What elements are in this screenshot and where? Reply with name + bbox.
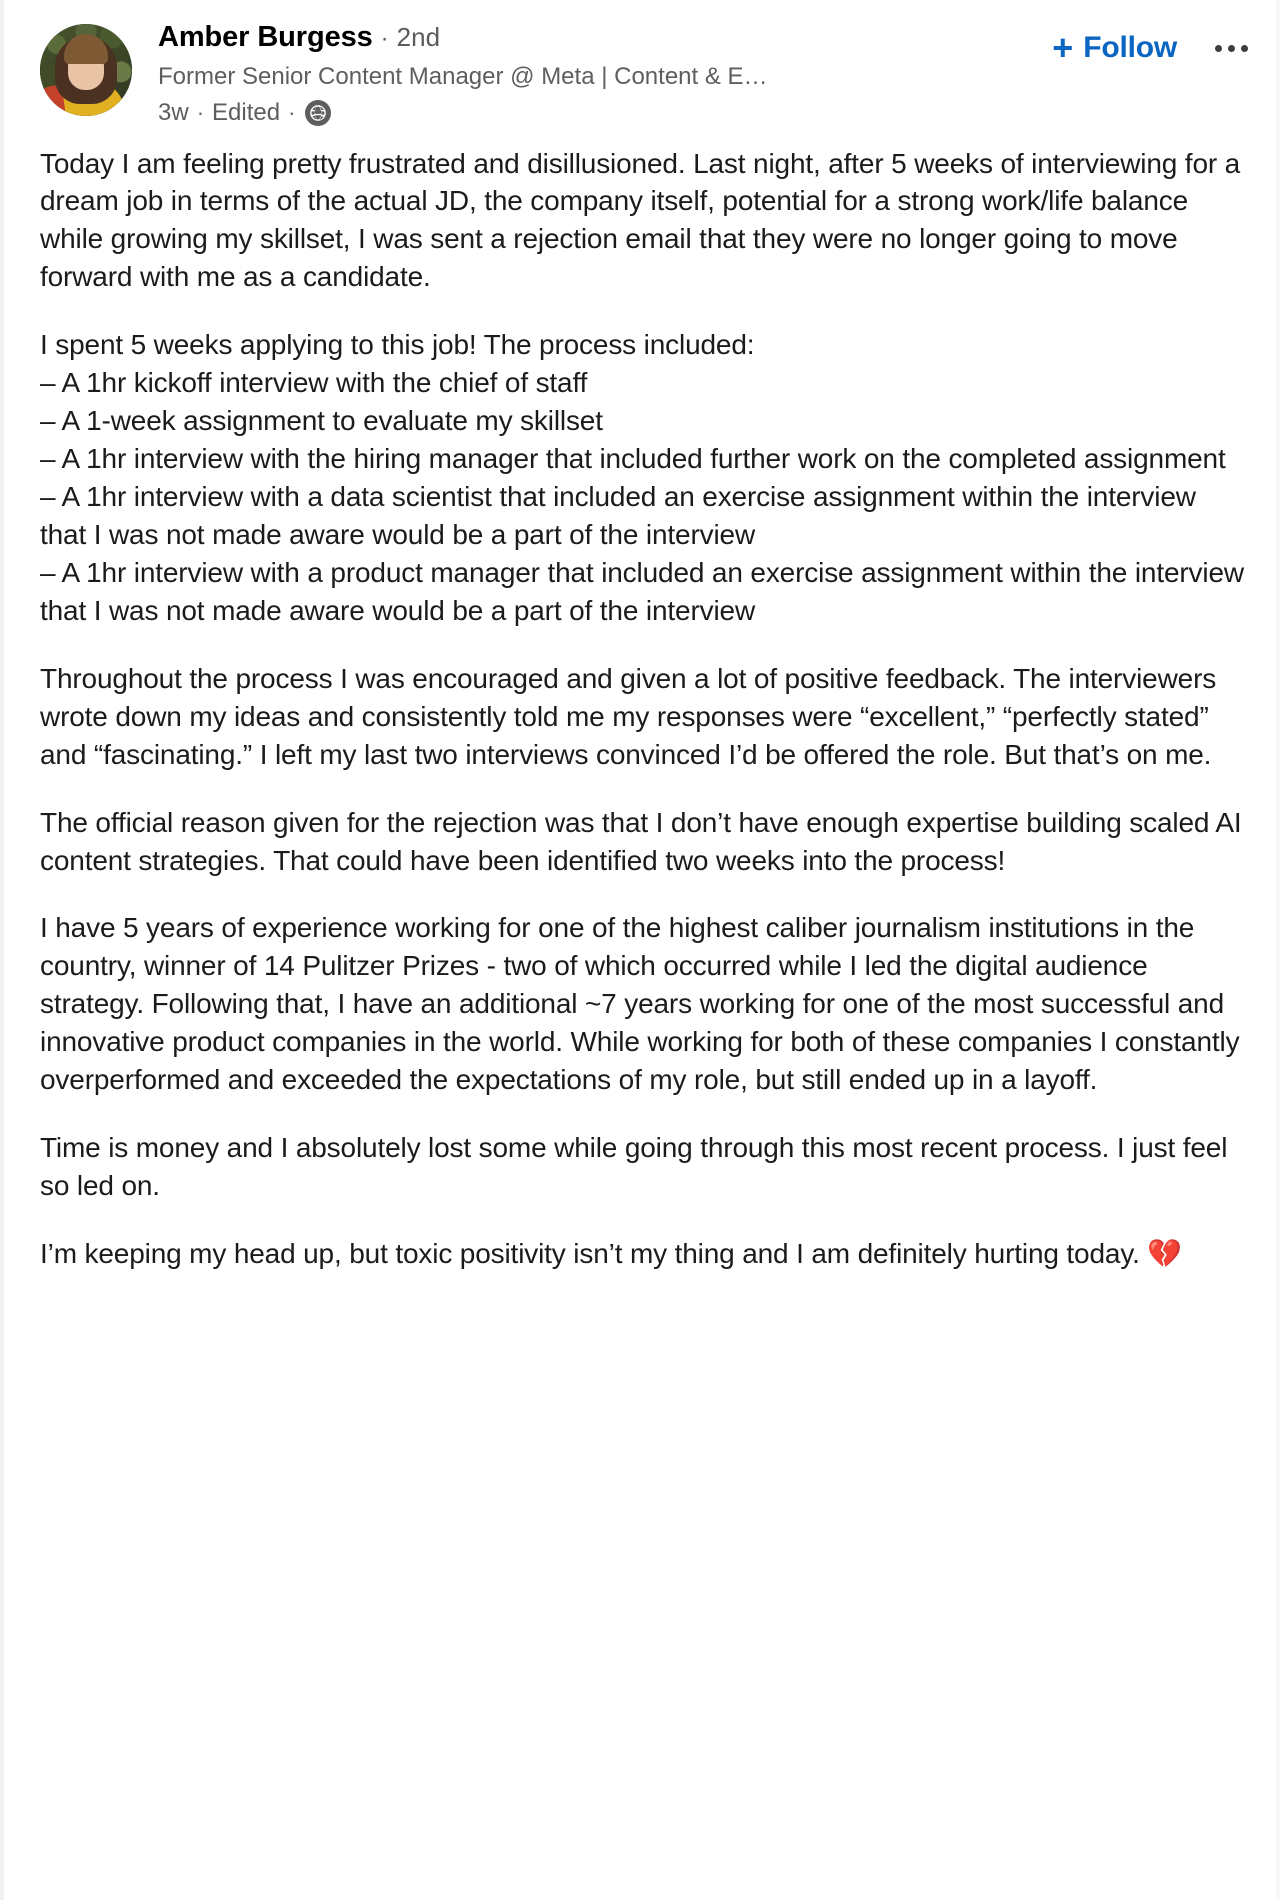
post-edited-label: Edited xyxy=(212,99,281,127)
post-header-actions xyxy=(1052,22,1250,66)
post-paragraph: I’m keeping my head up, but toxic positivity isn’t my thing and I am definitely hurting today. 💔 xyxy=(40,1238,1183,1270)
globe-icon xyxy=(305,100,331,126)
list-item: – A 1hr interview with a data scientist that included an exercise assignment within the interview that I was not made aware would be a part of the interview xyxy=(40,481,1196,550)
post-paragraph: Today I am feeling pretty frustrated and disillusioned. Last night, after 5 weeks of interviewing for a dream job in terms of the actual JD, the company itself, potential for a strong work/life balance while growing my skillset, I was sent a rejection email that they were no longer going to move forward with me as a candidate. xyxy=(40,147,1241,293)
follow-button-label: Follow xyxy=(1083,31,1177,64)
post-body xyxy=(0,127,1280,1273)
avatar[interactable] xyxy=(40,24,132,116)
connection-degree: 2nd xyxy=(396,22,441,52)
post-paragraph: Throughout the process I was encouraged and given a lot of positive feedback. The interviewers wrote down my ideas and consistently told me my responses were “excellent,” “perfectly stated” and “fascinating.” I left my last two interviews convinced I’d be offered the role. But that’s on me. xyxy=(40,662,1217,770)
page-edge-left xyxy=(0,0,4,1900)
process-list-block xyxy=(40,326,1244,630)
post-paragraph: Time is money and I absolutely lost some while going through this most recent process. I just feel so led on. xyxy=(40,1132,1228,1202)
post-paragraph: The official reason given for the rejection was that I don’t have enough expertise building scaled AI content strategies. That could have been identified two weeks into the process! xyxy=(40,806,1242,876)
list-item: – A 1-week assignment to evaluate my skillset xyxy=(40,405,603,437)
follow-button[interactable] xyxy=(1052,27,1177,68)
ellipsis-dot-1 xyxy=(1215,45,1222,52)
list-item: – A 1hr interview with a product manager that included an exercise assignment within the interview that I was not made aware would be a part of the interview xyxy=(40,556,1244,626)
post-header xyxy=(0,0,1280,127)
post-paragraph: I spent 5 weeks applying to this job! The process included: xyxy=(40,329,755,361)
page-edge-right xyxy=(1276,0,1280,1900)
ellipsis-dot-3 xyxy=(1241,45,1248,52)
author-name[interactable]: Amber Burgess xyxy=(158,21,373,53)
author-headline: Former Senior Content Manager @ Meta | Content & E… xyxy=(158,62,768,90)
plus-icon: + xyxy=(1052,27,1074,68)
list-item: – A 1hr kickoff interview with the chief of staff xyxy=(40,367,588,399)
ellipsis-dot-2 xyxy=(1228,45,1235,52)
ellipsis-icon[interactable] xyxy=(1213,37,1250,60)
author-name-row xyxy=(158,22,1052,54)
post-author-info xyxy=(132,22,1052,127)
name-separator: · xyxy=(380,25,389,52)
list-item: – A 1hr interview with the hiring manager that included further work on the completed assignment xyxy=(40,443,1226,475)
meta-separator-1: · xyxy=(196,100,205,126)
meta-separator-2: · xyxy=(288,100,296,126)
post-meta-row xyxy=(158,100,1052,126)
post-age: 3w xyxy=(158,99,189,127)
post-paragraph: I have 5 years of experience working for one of the highest caliber journalism institutions in the country, winner of 14 Pulitzer Prizes - two of which occurred while I led the digital audience strategy. Following that, I have an additional ~7 years working for one of the most successful and innovative product companies in the world. While working for both of these companies I constantly overperformed and exceeded the expectations of my role, but still ended up in a layoff. xyxy=(40,912,1240,1096)
